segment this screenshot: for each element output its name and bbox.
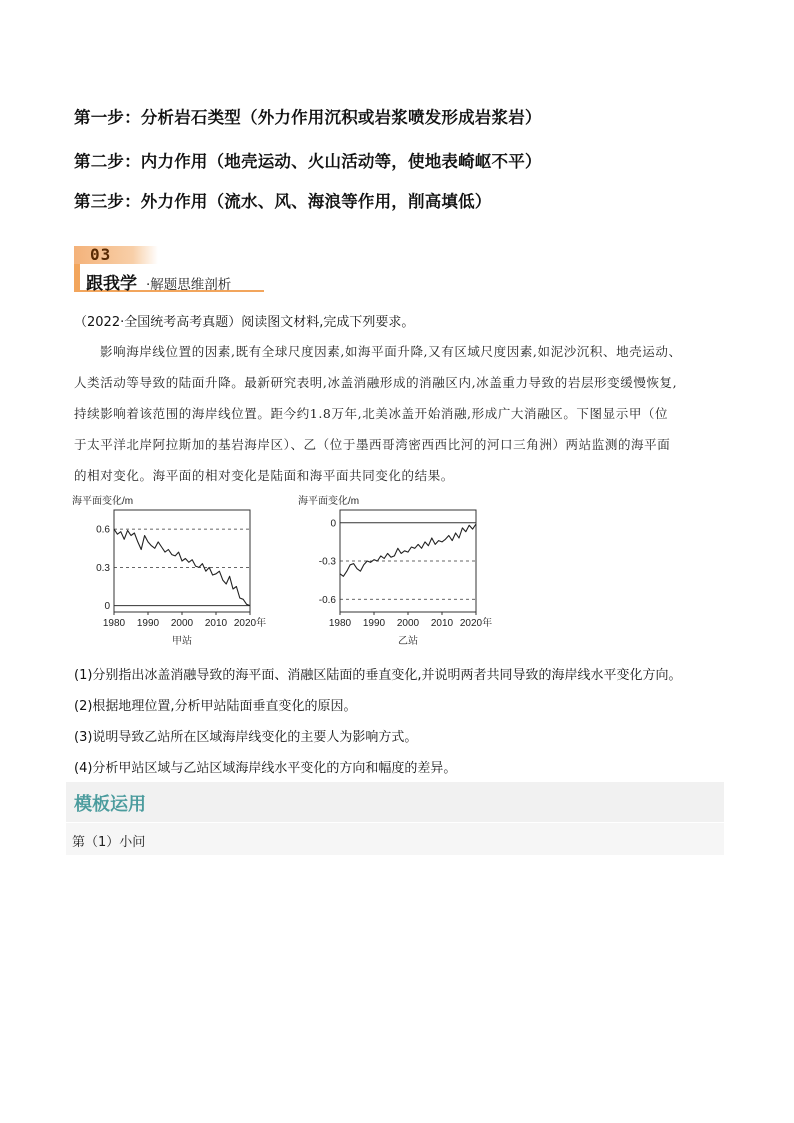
question-1: (1)分别指出冰盖消融导致的海平面、消融区陆面的垂直变化,并说明两者共同导致的海岸线水平变化方向。 <box>74 668 682 683</box>
step-1: 第一步：分析岩石类型（外力作用沉积或岩浆喷发形成岩浆岩） <box>74 108 542 127</box>
chart-yi-svg <box>294 492 514 654</box>
section-number: 03 <box>74 246 158 264</box>
y-axis-label: 海平面变化/m <box>298 496 360 507</box>
question-2: (2)根据地理位置,分析甲站陆面垂直变化的原因。 <box>74 699 357 714</box>
x-tick-label: 2000 <box>396 618 420 629</box>
x-tick-label: 1990 <box>362 618 386 629</box>
chart-station-title: 甲站 <box>172 636 192 647</box>
x-tick-label: 2010 <box>204 618 228 629</box>
question-4: (4)分析甲站区域与乙站区域海岸线水平变化的方向和幅度的差异。 <box>74 761 457 776</box>
section-header <box>74 246 266 294</box>
y-tick-label: 0.3 <box>96 562 110 574</box>
y-axis-label: 海平面变化/m <box>72 496 134 507</box>
x-tick-label: 2020年 <box>459 618 493 629</box>
chart-jia <box>68 492 288 654</box>
step-2: 第二步：内力作用（地壳运动、火山活动等，使地表崎岖不平） <box>74 152 542 171</box>
y-tick-label: -0.3 <box>318 556 336 568</box>
y-tick-label: 0 <box>330 518 336 530</box>
section-title: 跟我学 <box>86 274 137 294</box>
chart-station-title: 乙站 <box>398 636 418 647</box>
template-row-label: 第（1）小问 <box>72 835 146 850</box>
x-tick-label: 1990 <box>136 618 160 629</box>
x-tick-label: 2010 <box>430 618 454 629</box>
x-tick-label: 1980 <box>328 618 352 629</box>
template-title: 模板运用 <box>74 794 146 815</box>
x-tick-label: 2000 <box>170 618 194 629</box>
paragraph-line: 影响海岸线位置的因素,既有全球尺度因素,如海平面升降,又有区域尺度因素,如泥沙沉积、地壳运动、 <box>100 344 682 359</box>
paragraph-line: 人类活动等导致的陆面升降。最新研究表明,冰盖消融形成的消融区内,冰盖重力导致的岩层形变缓慢恢复, <box>74 375 678 390</box>
x-tick-label: 1980 <box>102 618 126 629</box>
paragraph-line: 于太平洋北岸阿拉斯加的基岩海岸区）、乙（位于墨西哥湾密西西比河的河口三角洲）两站监测的海平面 <box>74 437 671 452</box>
y-tick-label: 0 <box>104 601 110 613</box>
y-tick-label: -0.6 <box>318 594 336 606</box>
chart-jia-svg <box>68 492 288 654</box>
section-subtitle: ·解题思维剖析 <box>146 277 232 293</box>
x-tick-label: 2020年 <box>233 618 267 629</box>
paragraph-line: 的相对变化。海平面的相对变化是陆面和海平面共同变化的结果。 <box>74 468 454 483</box>
series-line <box>340 524 476 576</box>
template-header <box>66 782 724 822</box>
step-3: 第三步：外力作用（流水、风、海浪等作用，削高填低） <box>74 192 492 211</box>
chart-yi <box>294 492 514 654</box>
paragraph-line: 持续影响着该范围的海岸线位置。距今约1.8万年,北美冰盖开始消融,形成广大消融区。下图显示甲（位 <box>74 406 669 421</box>
y-tick-label: 0.6 <box>96 524 110 536</box>
question-3: (3)说明导致乙站所在区域海岸线变化的主要人为影响方式。 <box>74 730 418 745</box>
question-source: （2022·全国统考高考真题）阅读图文材料,完成下列要求。 <box>74 315 415 330</box>
template-row <box>66 822 724 855</box>
